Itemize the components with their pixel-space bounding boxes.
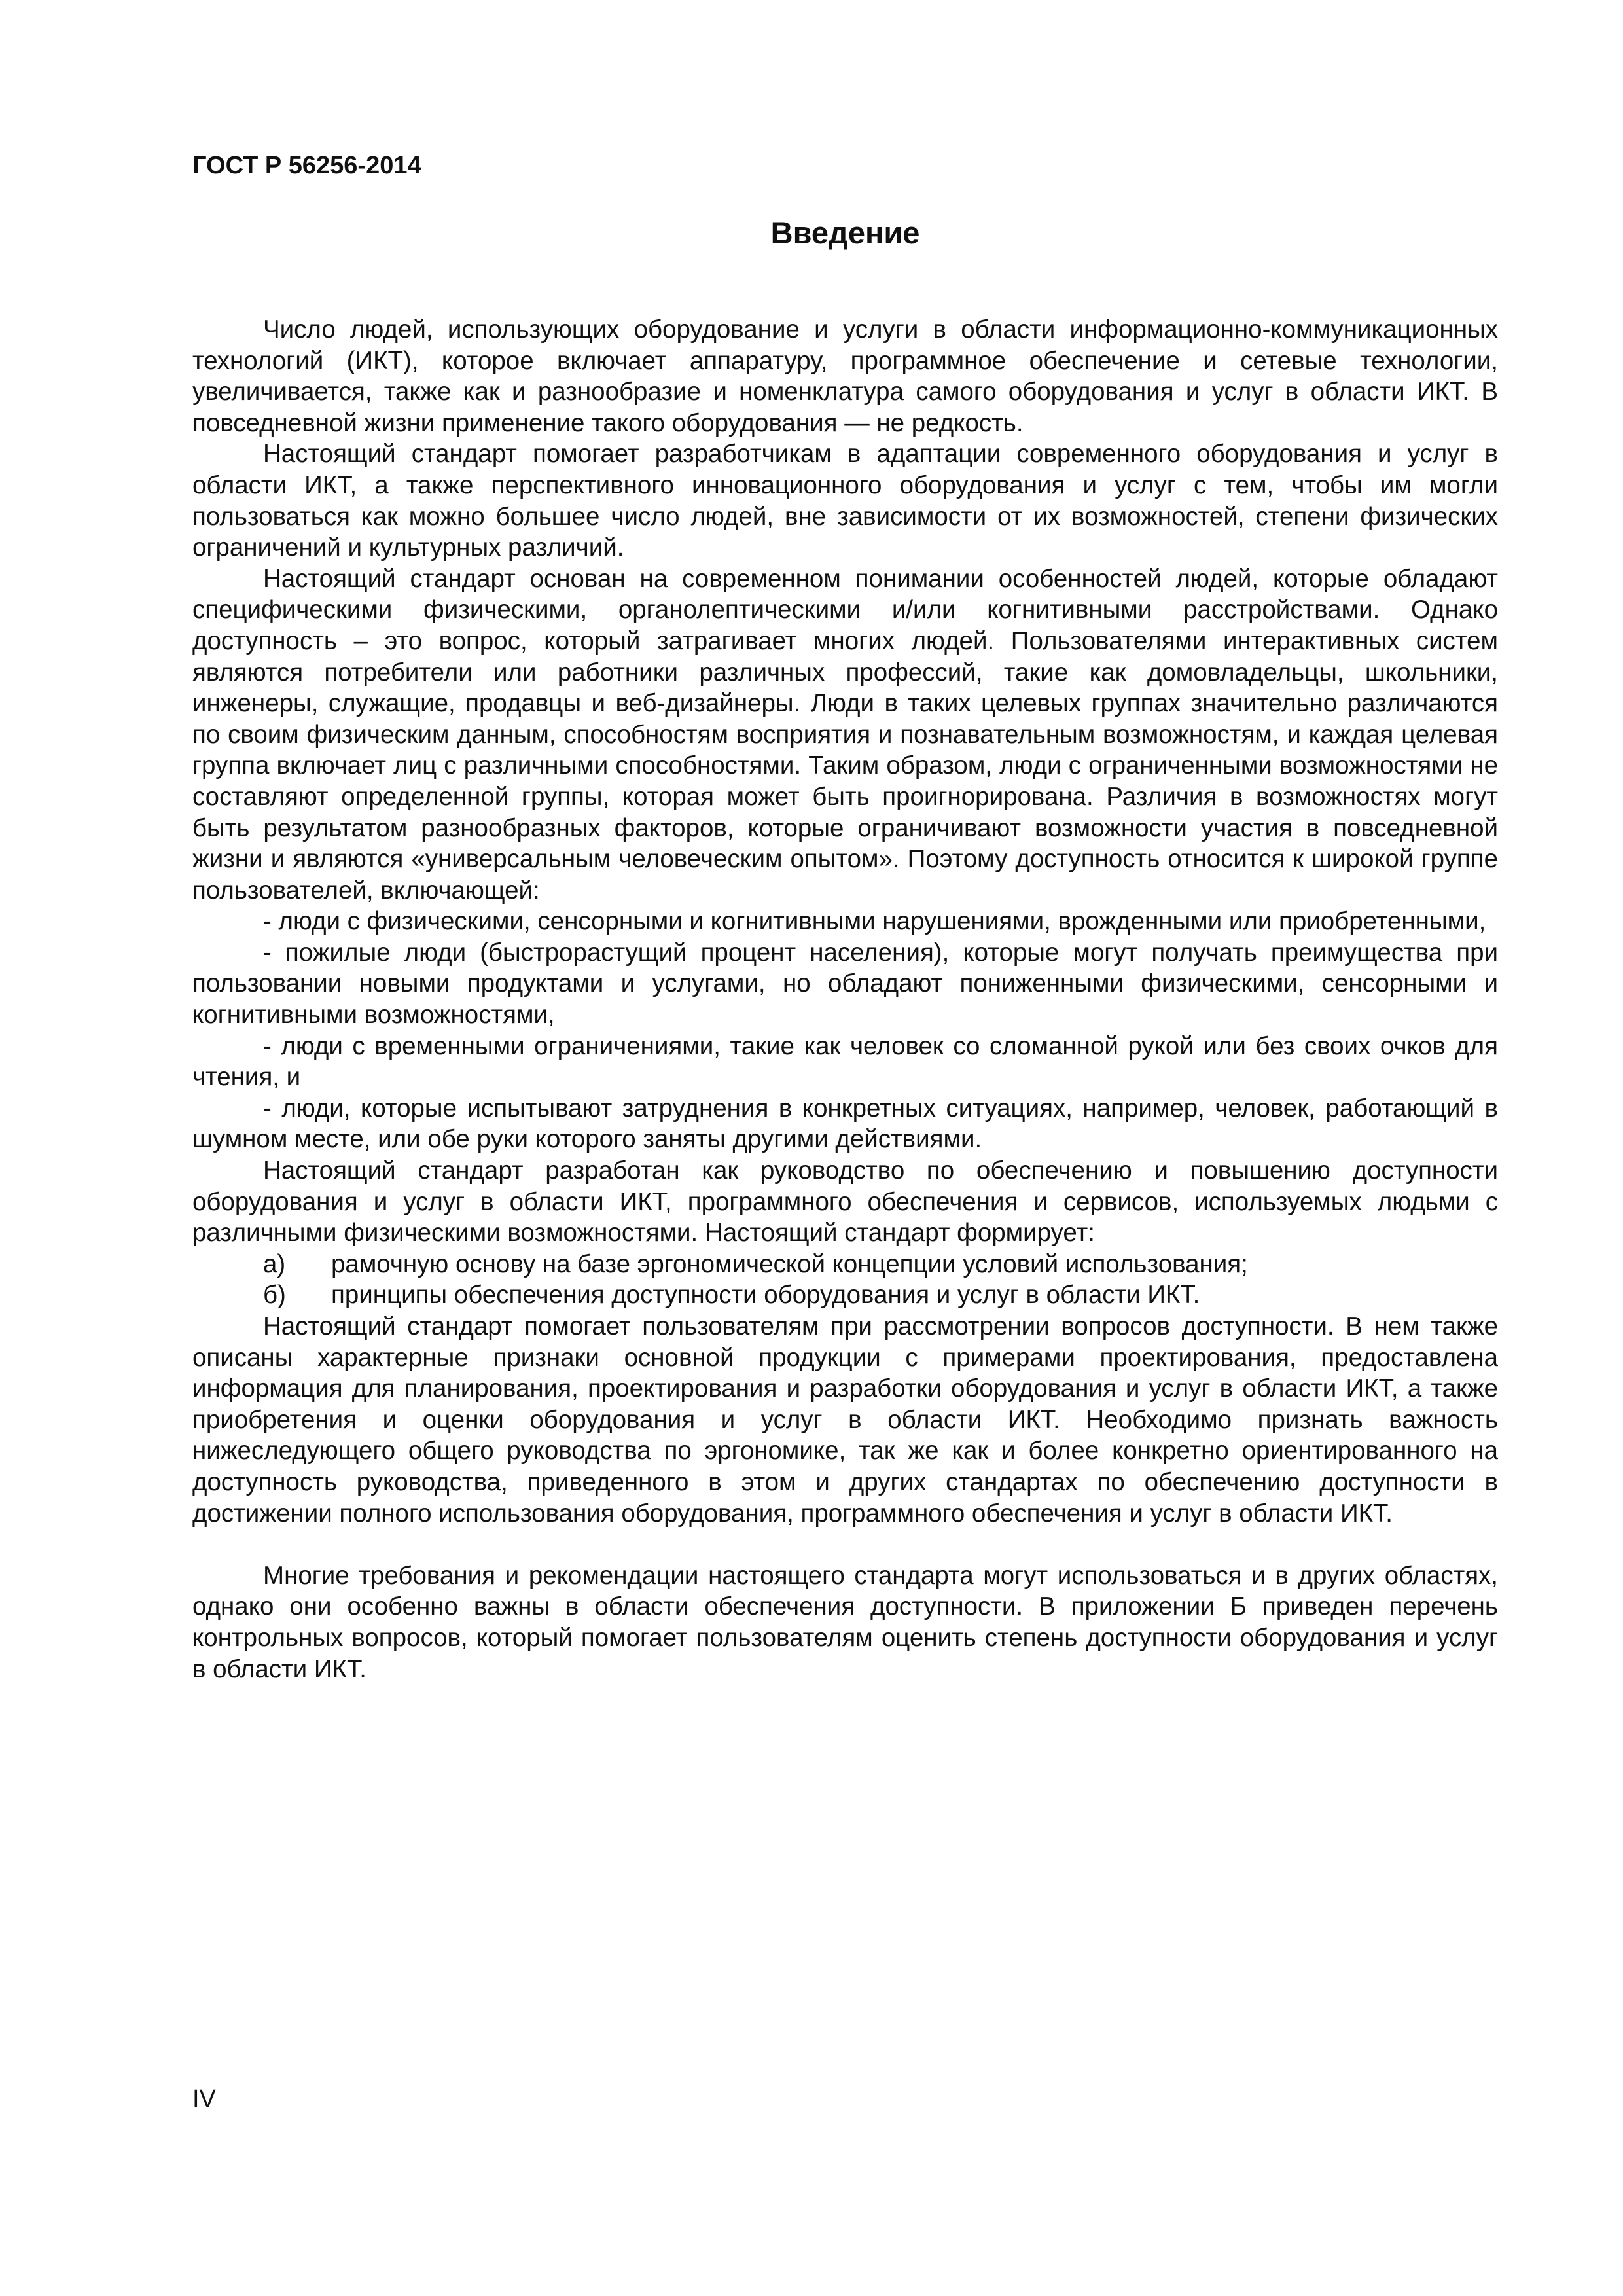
- dash-list-item: - люди с физическими, сенсорными и когнитивными нарушениями, врожденными или приобретенными,: [263, 907, 1486, 936]
- list-marker: а): [263, 1249, 286, 1278]
- paragraph: Настоящий стандарт помогает разработчикам в адаптации современного оборудования и услуг в области ИКТ, а также перспективного инновационного оборудования и услуг с тем, чтобы им могли пользоваться как можно большее число людей, вне зависимости от их возможностей, степени физических ограничений и культурных различий.: [192, 440, 1498, 562]
- page-title: Введение: [770, 215, 920, 250]
- dash-list-item: - люди, которые испытывают затруднения в конкретных ситуациях, например, человек, работающий в шумном месте, или обе руки которого заняты другими действиями.: [192, 1094, 1498, 1154]
- list-marker: б): [263, 1281, 286, 1310]
- paragraph: Настоящий стандарт помогает пользователям при рассмотрении вопросов доступности. В нем также описаны характерные признаки основной продукции с примерами проектирования, предоставлена информация для планирования, проектирования и разработки оборудования и услуг в области ИКТ, а также приобретения и оценки оборудования и услуг в области ИКТ. Необходимо признать важность нижеследующего общего руководства по эргономике, так же как и более конкретно ориентированного на доступность руководства, приведенного в этом и других стандартах по обеспечению доступности в достижении полного использования оборудования, программного обеспечения и услуг в области ИКТ.: [192, 1312, 1498, 1528]
- paragraph: Число людей, использующих оборудование и услуги в области информационно-коммуникационных технологий (ИКТ), которое включает аппаратуру, программное обеспечение и сетевые технологии, увеличивается, также как и разнообразие и номенклатура самого оборудования и услуг в области ИКТ. В повседневной жизни применение такого оборудования — не редкость.: [192, 315, 1498, 437]
- dash-list-item: - люди с временными ограничениями, такие как человек со сломанной рукой или без своих очков для чтения, и: [192, 1031, 1498, 1092]
- dash-list-item: - пожилые люди (быстрорастущий процент населения), которые могут получать преимущества при пользовании новыми продуктами и услугами, но обладают пониженными физическими, сенсорными и когнитивными возможностями,: [192, 938, 1498, 1030]
- paragraph: Настоящий стандарт основан на современном понимании особенностей людей, которые обладают специфическими физическими, органолептическими и/или когнитивными расстройствами. Однако доступность – это вопрос, который затрагивает многих людей. Пользователями интерактивных систем являются потребители или работники различных профессий, такие как домовладельцы, школьники, инженеры, служащие, продавцы и веб-дизайнеры. Люди в таких целевых группах значительно различаются по своим физическим данным, способностям восприятия и познавательным возможностям, и каждая целевая группа включает лиц с различными способностями. Таким образом, люди с ограниченными возможностями не составляют определенной группы, которая может быть проигнорирована. Различия в возможностях могут быть результатом разнообразных факторов, которые ограничивают возможности участия в повседневной жизни и являются «универсальным человеческим опытом». Поэтому доступность относится к широкой группе пользователей, включающей:: [192, 564, 1498, 905]
- paragraph: Настоящий стандарт разработан как руководство по обеспечению и повышению доступности оборудования и услуг в области ИКТ, программного обеспечения и сервисов, используемых людьми с различными физическими возможностями. Настоящий стандарт формирует:: [192, 1157, 1498, 1247]
- lettered-list-item: [192, 1280, 1498, 1311]
- lettered-list-item: [192, 1249, 1498, 1280]
- list-item-text: рамочную основу на базе эргономической концепции условий использования;: [331, 1249, 1248, 1278]
- paragraph: Многие требования и рекомендации настоящего стандарта могут использоваться и в других областях, однако они особенно важны в области обеспечения доступности. В приложении Б приведен перечень контрольных вопросов, который помогает пользователям оценить степень доступности оборудования и услуг в области ИКТ.: [192, 1561, 1498, 1683]
- document-body: [192, 314, 1498, 1685]
- list-item-text: принципы обеспечения доступности оборудования и услуг в области ИКТ.: [331, 1281, 1200, 1310]
- page-number: IV: [192, 2085, 216, 2113]
- document-code: ГОСТ Р 56256-2014: [192, 152, 421, 179]
